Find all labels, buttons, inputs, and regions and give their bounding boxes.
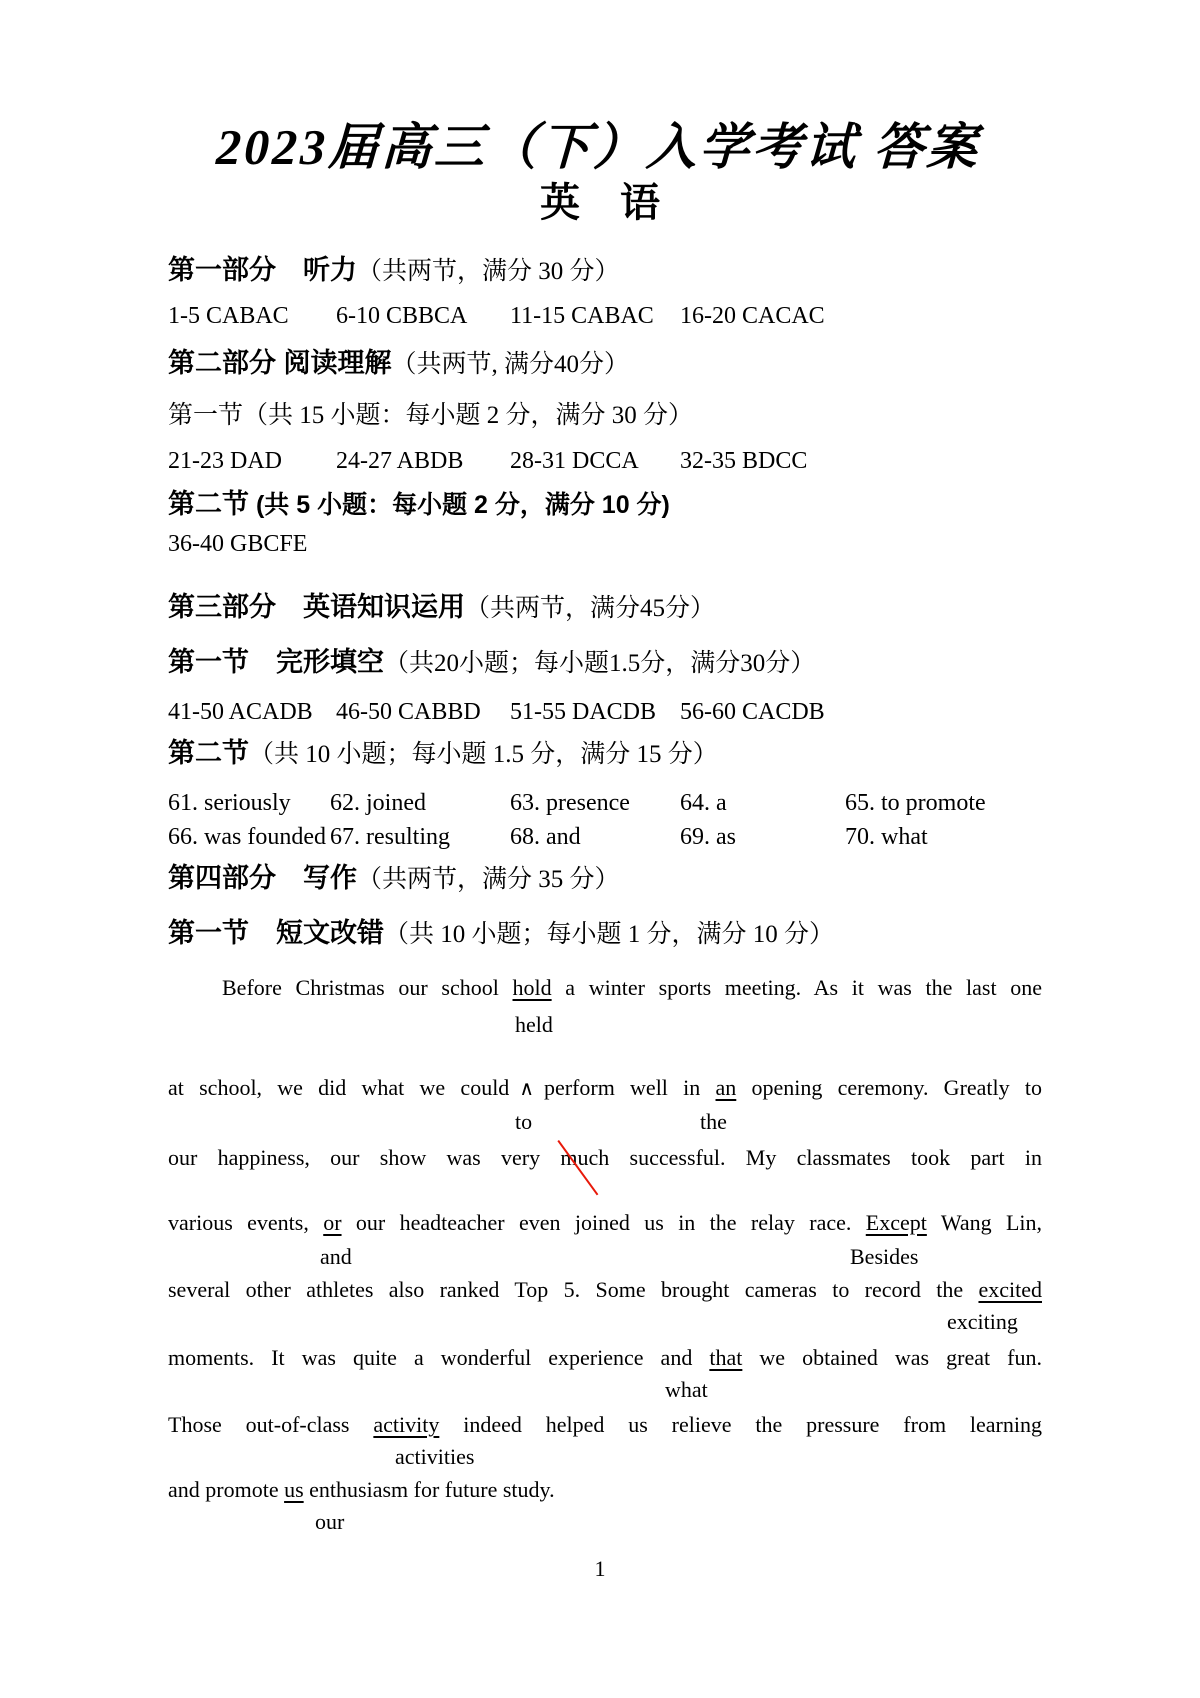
answer-item: 62. joined bbox=[330, 790, 426, 816]
passage-text: various events, bbox=[168, 1210, 324, 1235]
correction-word: exciting bbox=[947, 1309, 1018, 1334]
answer-item: 63. presence bbox=[510, 790, 630, 816]
part1-heading-rest: （共两节，满分 30 分） bbox=[357, 258, 620, 285]
part2-heading-rest: （共两节, 满分40分） bbox=[391, 351, 630, 378]
part3-heading-bold: 第三部分 英语知识运用 bbox=[168, 592, 465, 622]
passage-text: we obtained was great fun. bbox=[742, 1345, 1042, 1370]
part4-section1-rest: （共 10 小题；每小题 1 分，满分 10 分） bbox=[384, 921, 835, 948]
passage-line bbox=[168, 1142, 1042, 1174]
correction-word: Besides bbox=[850, 1244, 919, 1269]
passage-text: our headteacher even joined us in the relay race. bbox=[341, 1210, 866, 1235]
answer-item: 70. what bbox=[845, 824, 928, 850]
correction-word: our bbox=[315, 1509, 345, 1534]
answer-group: 28-31 DCCA bbox=[510, 448, 639, 474]
error-word: activity bbox=[373, 1412, 440, 1437]
insertion-caret: ∧ bbox=[519, 1076, 534, 1100]
answer-group: 11-15 CABAC bbox=[510, 303, 654, 329]
grammar-answers-row1 bbox=[168, 788, 1042, 818]
answer-group: 51-55 DACDB bbox=[510, 699, 657, 725]
passage-text: a winter sports meeting. As it was the last one bbox=[551, 975, 1042, 1000]
part4-section1-bold: 第一节 短文改错 bbox=[168, 918, 384, 948]
answer-item: 64. a bbox=[680, 790, 727, 816]
correction-line bbox=[168, 1444, 1042, 1474]
passage-text: several other athletes also ranked Top 5. Some brought cameras to record the bbox=[168, 1277, 979, 1302]
answer-item: 69. as bbox=[680, 824, 736, 850]
passage-text: opening ceremony. Greatly to bbox=[736, 1075, 1042, 1100]
part3-section2-bold: 第二节 bbox=[168, 738, 249, 768]
part4-heading bbox=[168, 860, 1042, 901]
answer-group: 6-10 CBBCA bbox=[336, 303, 468, 329]
grammar-answers-row2 bbox=[168, 822, 1042, 852]
error-word: Except bbox=[865, 1210, 927, 1235]
correction-line bbox=[168, 1012, 1042, 1042]
passage-line bbox=[168, 1409, 1042, 1441]
answer-item: 66. was founded bbox=[168, 824, 326, 850]
correction-word: and bbox=[320, 1244, 352, 1269]
subject-title: 英 语 bbox=[540, 181, 660, 225]
passage-text: and promote bbox=[168, 1477, 285, 1502]
answer-item: 65. to promote bbox=[845, 790, 986, 816]
correction-word: what bbox=[665, 1377, 708, 1402]
passage-text: Before Christmas our school bbox=[222, 975, 513, 1000]
answer-item: 68. and bbox=[510, 824, 581, 850]
part2-section1-label: 第一节（共 15 小题：每小题 2 分，满分 30 分） bbox=[168, 402, 694, 429]
answer-group: 1-5 CABAC bbox=[168, 303, 289, 329]
passage-line bbox=[168, 1207, 1042, 1239]
error-word: us bbox=[284, 1477, 304, 1502]
exam-title: 2023届高三（下）入学考试 答案 bbox=[215, 119, 981, 175]
cloze-answers-row bbox=[168, 697, 1042, 727]
part3-section1-rest: （共20小题；每小题1.5分，满分30分） bbox=[384, 650, 816, 677]
answer-group: 41-50 ACADB bbox=[168, 699, 313, 725]
passage-line bbox=[168, 1474, 1042, 1506]
answer-group: 16-20 CACAC bbox=[680, 303, 825, 329]
passage-line bbox=[168, 1072, 1042, 1104]
passage-line bbox=[168, 972, 1042, 1004]
answer-group: 24-27 ABDB bbox=[336, 448, 464, 474]
correction-word: held bbox=[515, 1012, 553, 1037]
error-word: an bbox=[715, 1075, 737, 1100]
correction-line bbox=[168, 1377, 1042, 1407]
passage-text: Wang Lin, bbox=[926, 1210, 1043, 1235]
correction-word: activities bbox=[395, 1444, 475, 1469]
part2-heading-bold: 第二部分 阅读理解 bbox=[168, 348, 392, 378]
part4-heading-rest: （共两节，满分 35 分） bbox=[357, 866, 620, 893]
error-word: excited bbox=[978, 1277, 1042, 1302]
correction-line bbox=[168, 1509, 1042, 1539]
part3-section2-label bbox=[168, 735, 1042, 776]
passage-text: at school, we did what we could bbox=[168, 1075, 510, 1100]
correction-line bbox=[168, 1244, 1042, 1274]
answer-group: 46-50 CABBD bbox=[336, 699, 481, 725]
passage-text: perform well in bbox=[543, 1075, 716, 1100]
passage-line bbox=[168, 1342, 1042, 1374]
passage-text: our happiness, our show was very much successful. My classmates took part in bbox=[168, 1145, 1042, 1170]
answer-item: 61. seriously bbox=[168, 790, 291, 816]
part4-heading-bold: 第四部分 写作 bbox=[168, 863, 357, 893]
answer-group: 56-60 CACDB bbox=[680, 699, 825, 725]
part1-heading bbox=[168, 252, 1042, 293]
error-correction-passage bbox=[168, 972, 1042, 1539]
passage-line bbox=[168, 1274, 1042, 1306]
error-word: or bbox=[323, 1210, 342, 1235]
error-word: hold bbox=[512, 975, 552, 1000]
answer-item: 67. resulting bbox=[330, 824, 450, 850]
part3-heading bbox=[168, 589, 1042, 630]
part4-section1-label bbox=[168, 915, 1042, 956]
answer-group: 21-23 DAD bbox=[168, 448, 282, 474]
correction-line bbox=[168, 1109, 1042, 1139]
page-number: 1 bbox=[594, 1556, 606, 1581]
part2-heading bbox=[168, 345, 1042, 386]
passage-text: Those out-of-class bbox=[168, 1412, 374, 1437]
part3-section1-label bbox=[168, 644, 1042, 685]
correction-line bbox=[168, 1309, 1042, 1339]
part2-section2-bold: 第二节 bbox=[168, 489, 249, 519]
listening-answers-row bbox=[168, 301, 1042, 331]
part3-heading-rest: （共两节，满分45分） bbox=[465, 595, 716, 622]
answer-key-content bbox=[0, 252, 1200, 1539]
passage-text: moments. It was quite a wonderful experience and bbox=[168, 1345, 710, 1370]
passage-text: indeed helped us relieve the pressure from learning bbox=[439, 1412, 1042, 1437]
correction-word: to bbox=[515, 1109, 533, 1134]
part3-section1-bold: 第一节 完形填空 bbox=[168, 647, 384, 677]
part2-section2-label bbox=[168, 486, 1042, 527]
passage-text: enthusiasm for future study. bbox=[303, 1477, 555, 1502]
part2-section2-rest: (共 5 小题：每小题 2 分，满分 10 分) bbox=[249, 491, 670, 519]
reading-answers-row bbox=[168, 446, 1042, 476]
part3-section2-rest: （共 10 小题；每小题 1.5 分，满分 15 分） bbox=[249, 741, 718, 768]
correction-word: the bbox=[700, 1109, 727, 1134]
answer-group: 32-35 BDCC bbox=[680, 448, 808, 474]
error-word: that bbox=[709, 1345, 743, 1370]
reading-section2-answers: 36-40 GBCFE bbox=[168, 531, 308, 557]
part1-heading-bold: 第一部分 听力 bbox=[168, 255, 357, 285]
